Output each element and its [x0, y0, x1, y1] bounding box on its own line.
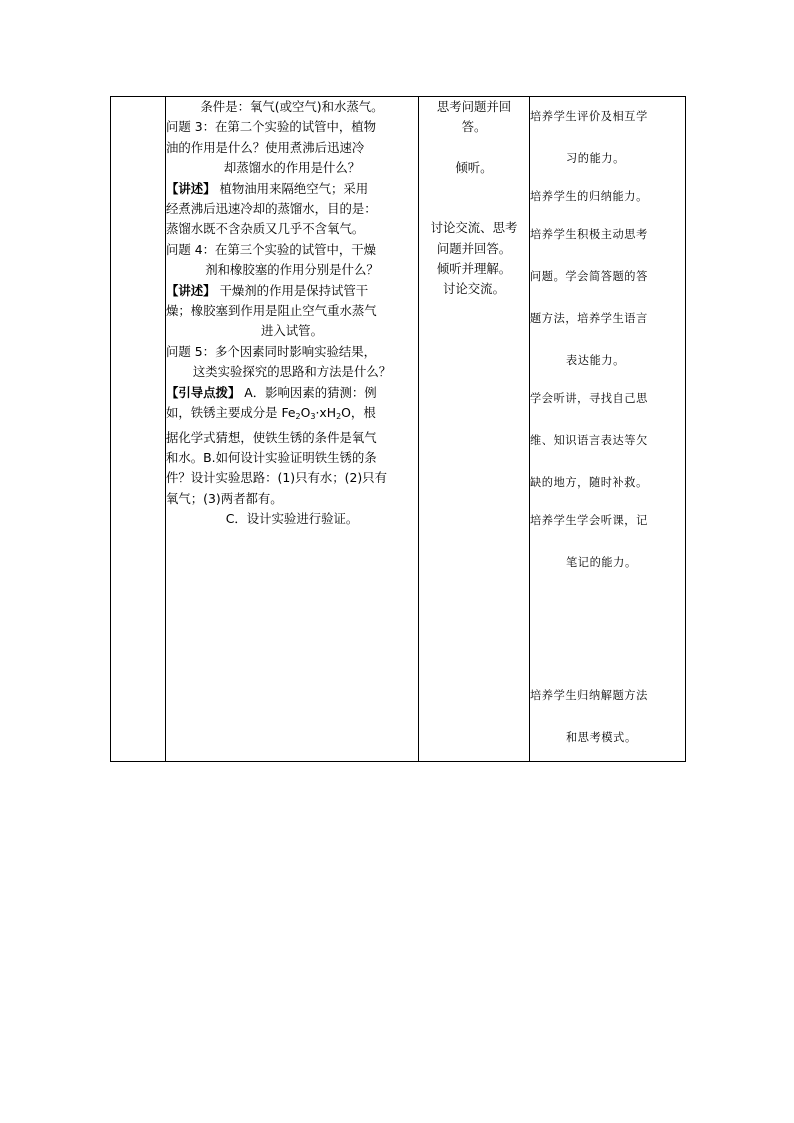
guidance-line: C．设计实验进行验证。: [225, 511, 359, 527]
condition-line: 条件是：氧气(或空气)和水蒸气。: [200, 99, 384, 114]
question-3-line: 却蒸馏水的作用是什么？: [223, 160, 361, 176]
stage-cell: [111, 97, 166, 762]
explanation-1-line: 蒸馏水既不含杂质又几乎不含氧气。: [166, 221, 365, 237]
guidance-text: 如，铁锈主要成分是 Fe: [166, 405, 296, 421]
guidance-text: O，根: [341, 405, 376, 421]
guidance-label: 【引导点拨】: [166, 384, 241, 400]
guidance-text: ·xH: [315, 405, 337, 421]
explanation-text: 干燥剂的作用是保持试管干: [215, 282, 369, 298]
student-line: 倾听并理解。: [436, 261, 512, 277]
question-5-line: 这类实验探究的思路和方法是什么？: [192, 364, 392, 380]
purpose-line: 题方法，培养学生语言: [530, 312, 648, 325]
subscript: 3: [310, 412, 316, 422]
purpose-line: 培养学生评价及相互学: [530, 110, 648, 123]
guidance-line: 件？设计实验思路：(1)只有水；(2)只有: [166, 470, 387, 486]
guidance-text: A．影响因素的猜测：例: [240, 384, 377, 400]
lesson-plan-table: [110, 96, 686, 762]
purpose-line: 和思考模式。: [566, 731, 637, 744]
subscript: 2: [336, 412, 342, 422]
purpose-line: 培养学生学会听课，记: [530, 514, 648, 527]
question-3-line: 油的作用是什么？使用煮沸后迅速冷: [166, 139, 365, 155]
guidance-line: 和水。B.如何设计实验证明铁生锈的条: [166, 449, 377, 465]
student-line: 问题并回答。: [436, 240, 512, 256]
purpose-line: 培养学生积极主动思考: [530, 228, 648, 241]
explanation-1-line: 经煮沸后迅速冷却的蒸馏水，目的是：: [166, 201, 377, 217]
purpose-line: 问题。学会简答题的答: [530, 270, 648, 283]
explanation-2-line: 燥；橡胶塞到作用是阻止空气重水蒸气: [166, 303, 377, 319]
design-purpose-cell: [530, 97, 686, 762]
student-line: 讨论交流、思考: [430, 220, 518, 236]
student-line: 思考问题并回: [436, 99, 512, 114]
purpose-line: 缺的地方，随时补救。: [530, 476, 648, 489]
explanation-2-line: [166, 281, 418, 301]
purpose-line: 学会听讲，寻找自己思: [530, 392, 648, 405]
purpose-line: 维、知识语言表达等欠: [530, 434, 648, 447]
purpose-line: 笔记的能力。: [566, 556, 637, 569]
subscript: 2: [295, 412, 301, 422]
guidance-formula-line: [166, 403, 418, 427]
question-3-line: 问题 3：在第二个实验的试管中，植物: [166, 119, 377, 135]
purpose-line: 表达能力。: [566, 354, 625, 367]
guidance-line: [166, 383, 418, 403]
guidance-line: 氧气；(3)两者都有。: [166, 490, 283, 506]
guidance-line: 据化学式猜想，使铁生锈的条件是氧气: [166, 429, 377, 445]
guidance-text: O: [300, 405, 311, 421]
question-5-line: 问题 5：多个因素同时影响实验结果，: [166, 343, 377, 359]
student-line: 答。: [461, 119, 487, 135]
question-4-line: 剂和橡胶塞的作用分别是什么？: [205, 262, 379, 278]
explanation-label: 【讲述】: [166, 180, 216, 196]
explanation-2-line: 进入试管。: [261, 323, 323, 339]
explanation-text: 植物油用来隔绝空气；采用: [215, 180, 369, 196]
question-4-line: 问题 4：在第三个实验的试管中，干燥: [166, 241, 377, 257]
explanation-1-line: [166, 179, 418, 199]
explanation-label: 【讲述】: [166, 282, 216, 298]
student-line: 倾听。: [455, 159, 493, 175]
teacher-activity-cell: [166, 97, 419, 762]
purpose-line: 培养学生的归纳能力。: [530, 190, 648, 203]
student-line: 讨论交流。: [443, 281, 505, 297]
purpose-line: 习的能力。: [566, 152, 625, 165]
student-activity-cell: [419, 97, 530, 762]
purpose-line: 培养学生归纳解题方法: [530, 689, 648, 702]
table-row: [111, 97, 686, 762]
